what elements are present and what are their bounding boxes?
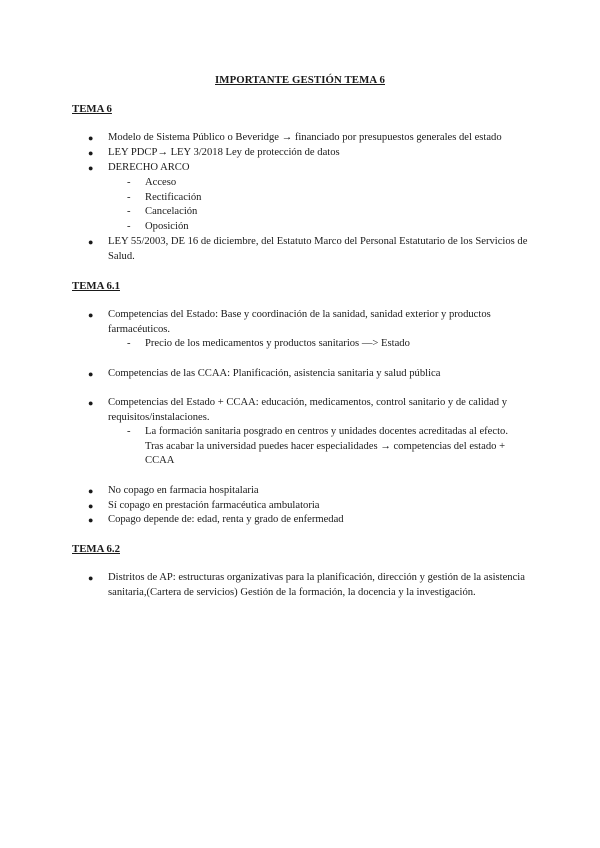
list-item bbox=[88, 131, 528, 146]
sub-list-item bbox=[127, 425, 522, 469]
dash-icon: - bbox=[127, 192, 131, 203]
sub-list-item bbox=[127, 337, 527, 352]
list-item-text: Sí copago en prestación farmacéutica ambulatoria bbox=[108, 500, 320, 511]
sub-list-item-text: Acceso bbox=[145, 177, 177, 188]
document-title: IMPORTANTE GESTIÓN TEMA 6 bbox=[215, 74, 385, 86]
list-item bbox=[88, 513, 528, 528]
sub-list-item-text: La formación sanitaria posgrado en centros y unidades docentes acreditadas al efecto. Tras acabar la universidad puedes hacer especialidades → competencias del estado + CCAA bbox=[145, 426, 508, 467]
bullet-icon: ● bbox=[88, 237, 94, 247]
list-item bbox=[88, 235, 528, 264]
sub-list-item bbox=[127, 176, 527, 191]
list-item bbox=[88, 396, 528, 425]
sub-list-item bbox=[127, 205, 527, 220]
list-item-text: Copago depende de: edad, renta y grado de enfermedad bbox=[108, 514, 344, 525]
list-item bbox=[88, 146, 528, 161]
bullet-icon: ● bbox=[88, 369, 94, 379]
dash-icon: - bbox=[127, 206, 131, 217]
list-item-text: Competencias de las CCAA: Planificación, asistencia sanitaria y salud pública bbox=[108, 368, 441, 379]
dash-icon: - bbox=[127, 177, 131, 188]
bullet-icon: ● bbox=[88, 148, 94, 158]
list-item-text: LEY 55/2003, DE 16 de diciembre, del Estatuto Marco del Personal Estatutario de los Servicios de Salud. bbox=[108, 236, 528, 262]
dash-icon: - bbox=[127, 221, 131, 232]
sub-list-item-text: Rectificación bbox=[145, 192, 202, 203]
sub-list-item bbox=[127, 191, 527, 206]
bullet-icon: ● bbox=[88, 501, 94, 511]
sub-list-item-text: Cancelación bbox=[145, 206, 198, 217]
list-item-text: Competencias del Estado + CCAA: educación, medicamentos, control sanitario y de calidad y requisitos/instalaciones. bbox=[108, 397, 508, 423]
list-item-text: DERECHO ARCO bbox=[108, 162, 190, 173]
list-item-text: Competencias del Estado: Base y coordinación de la sanidad, sanidad exterior y productos farmacéuticos. bbox=[108, 309, 491, 335]
bullet-icon: ● bbox=[88, 515, 94, 525]
bullet-icon: ● bbox=[88, 573, 94, 583]
list-item-text: Distritos de AP: estructuras organizativas para la planificación, dirección y gestión de la asistencia sanitaria,(Cartera de servicios) Gestión de la formación, la docencia y la investigación. bbox=[108, 572, 525, 598]
list-item-text: No copago en farmacia hospitalaria bbox=[108, 485, 259, 496]
section-heading-tema-6: TEMA 6 bbox=[72, 103, 112, 115]
sub-list-item bbox=[127, 220, 527, 235]
sub-list-item-text: Precio de los medicamentos y productos sanitarios —> Estado bbox=[145, 338, 410, 349]
list-item bbox=[88, 161, 528, 176]
list-item bbox=[88, 367, 528, 382]
bullet-icon: ● bbox=[88, 133, 94, 143]
section-heading-tema-6-2: TEMA 6.2 bbox=[72, 543, 120, 555]
sub-list-item-text: Oposición bbox=[145, 221, 189, 232]
list-item bbox=[88, 499, 528, 514]
list-item-text: Modelo de Sistema Público o Beveridge → financiado por presupuestos generales del estado bbox=[108, 132, 502, 143]
bullet-icon: ● bbox=[88, 310, 94, 320]
section-heading-tema-6-1: TEMA 6.1 bbox=[72, 280, 120, 292]
bullet-icon: ● bbox=[88, 398, 94, 408]
list-item bbox=[88, 571, 528, 600]
dash-icon: - bbox=[127, 426, 131, 437]
bullet-icon: ● bbox=[88, 486, 94, 496]
dash-icon: - bbox=[127, 338, 131, 349]
list-item bbox=[88, 308, 528, 337]
bullet-icon: ● bbox=[88, 163, 94, 173]
list-item-text: LEY PDCP→ LEY 3/2018 Ley de protección de datos bbox=[108, 147, 340, 158]
list-item bbox=[88, 484, 528, 499]
